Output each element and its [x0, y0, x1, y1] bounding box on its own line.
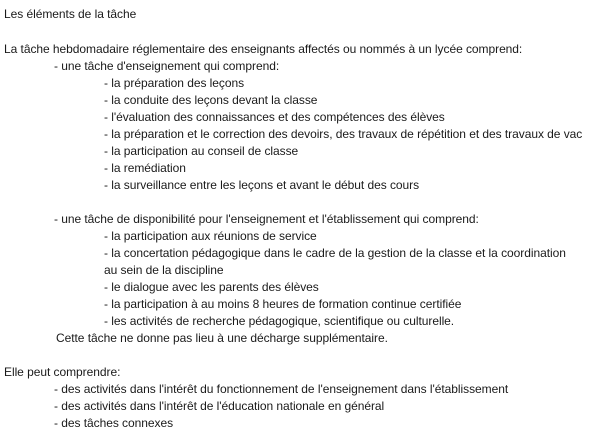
teaching-task-item: - la remédiation [104, 161, 186, 175]
teaching-task-item: - la préparation des leçons [104, 76, 245, 90]
availability-task-note: Cette tâche ne donne pas lieu à une décharge supplémentaire. [56, 331, 388, 345]
optional-item: - des activités dans l'intérêt de l'éducation nationale en général [54, 399, 385, 413]
optional-heading: Elle peut comprendre: [4, 365, 121, 379]
optional-item: - des tâches connexes [54, 416, 174, 430]
availability-task-item: - les activités de recherche pédagogique, scientifique ou culturelle. [104, 314, 455, 328]
teaching-task-item: - la conduite des leçons devant la classe [104, 93, 318, 107]
teaching-task-item: - la préparation et le correction des devoirs, des travaux de répétition et des travaux de vac [104, 127, 583, 141]
availability-task-item: - la participation à au moins 8 heures de formation continue certifiée [104, 297, 462, 311]
teaching-task-item: - la surveillance entre les leçons et avant le début des cours [104, 178, 420, 192]
optional-item: - des activités dans l'intérêt du fonctionnement de l'enseignement dans l'établissement [54, 382, 509, 396]
teaching-task-heading: - une tâche d'enseignement qui comprend: [54, 59, 280, 73]
intro-paragraph: La tâche hebdomadaire réglementaire des enseignants affectés ou nommés à un lycée comprend: [4, 42, 523, 56]
availability-task-item: - la concertation pédagogique dans le cadre de la gestion de la classe et la coordination [104, 246, 566, 260]
document-title: Les éléments de la tâche [4, 7, 137, 21]
teaching-task-item: - la participation au conseil de classe [104, 144, 299, 158]
availability-task-item-continuation: au sein de la discipline [104, 263, 224, 277]
availability-task-heading: - une tâche de disponibilité pour l'enseignement et l'établissement qui comprend: [54, 212, 479, 226]
availability-task-item: - le dialogue avec les parents des élèves [104, 280, 319, 294]
teaching-task-item: - l'évaluation des connaissances et des compétences des élèves [104, 110, 445, 124]
availability-task-item: - la participation aux réunions de service [104, 229, 317, 243]
